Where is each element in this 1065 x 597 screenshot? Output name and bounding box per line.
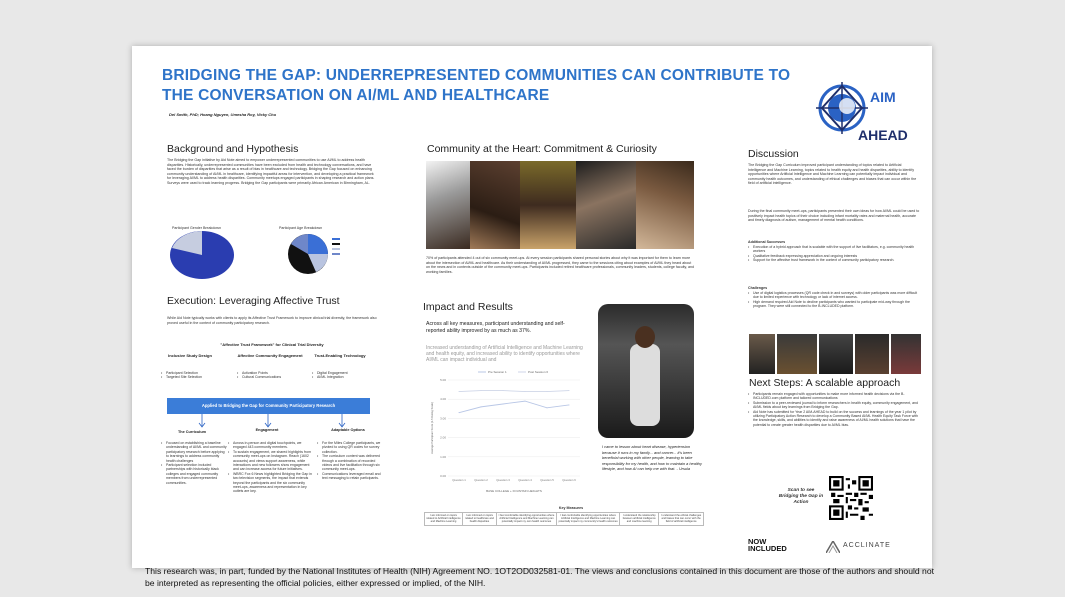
y-tick-label: 1.00 xyxy=(440,454,446,459)
success-item: • Qualitative feedback expressing appreciation and ongoing interests xyxy=(748,254,920,258)
adaptable-title: Adaptable Options xyxy=(331,428,365,432)
framework-title: "Affective Trust Framework" for Clinical Trial Diversity xyxy=(220,342,324,347)
age-pie-chart xyxy=(278,232,344,276)
next-step-item: • Participants remain engaged with opportunities to make more informed health decisions via the B-INCLUDED.com platform and tailored communications xyxy=(748,392,920,401)
framework-col1-item: • Targeted Site Selection xyxy=(161,375,225,379)
gender-chart-label: Participant Gender Breakdown xyxy=(172,226,221,230)
challenges-list xyxy=(748,291,920,309)
curriculum-item: • Participant selection included partnerships with historically black colleges and engaged community members from underrepresented communities. xyxy=(161,463,227,485)
participant-quote: I came to lesson about heart disease, hypertension because it runs in my family... and cancer... it's been beneficial working with other people, learning to take responsibility for my health, and how to maintain a healthy lifestyle, and how AI can help me with that. - Ursula xyxy=(602,444,702,471)
authors: Del Smith, PhD; Hoang Nguyen, Umesha Roy, Vicky Chu xyxy=(169,112,277,117)
engagement-title: Engagement xyxy=(255,428,279,432)
event-photo xyxy=(777,334,817,374)
adaptable-item: • Communications leveraged email and text messaging to retain participants. xyxy=(317,472,383,481)
next-step-item: • Submission to a peer-reviewed journal to inform researchers in health equity, community engagement, and AI/ML fields about key learnings from Bridging the Gap. xyxy=(748,401,920,410)
event-photo xyxy=(891,334,921,374)
successes-title: Additional Successes xyxy=(748,240,786,244)
community-heading: Community at the Heart: Commitment & Curiosity xyxy=(427,143,657,155)
discussion-heading: Discussion xyxy=(748,148,799,160)
gender-pie-chart xyxy=(168,230,236,280)
next-step-item: • Aid Note has submitted for Year 2 AIM-AHEAD to build on the success and learnings of the year 1 pilot by utilizing Participatory Action Research to develop a Community Based AI/ML Health Equity Task Force with the knowledge, skills, and abilities to identify and raise awareness of AI/ML health solutions that have the potential to create greater health disparities due to AI/ML bias. xyxy=(748,410,920,428)
adaptable-list xyxy=(317,441,383,481)
framework-col2-item: • Cultural Communications xyxy=(237,375,307,379)
legend-label: Pre Session 1 xyxy=(488,370,507,374)
qr-code[interactable] xyxy=(829,476,873,520)
data-point xyxy=(481,406,482,407)
logo-ahead-text: AHEAD xyxy=(858,127,908,143)
event-photo xyxy=(855,334,889,374)
curriculum-list xyxy=(161,441,227,485)
framework-col3-item: • Digital Engagement xyxy=(312,371,376,375)
discussion-p2: During the final community meet-ups, participants presented their own ideas for how AI/ML could be used to positively impact health topics of their choice including infant mortality rates and maternal health, accurate and timely diagnosis of autism, management of mental health conditions. xyxy=(748,209,920,223)
impact-heading: Impact and Results xyxy=(423,301,513,313)
adaptable-item: • The curriculum content was delivered through a combination of recorded videos and live facilitation through six community meet-ups. xyxy=(317,454,383,472)
x-tick-label: Question 2 xyxy=(474,478,488,482)
y-tick-label: 2.00 xyxy=(440,435,446,440)
y-tick-label: 4.00 xyxy=(440,397,446,402)
acclinate-logo-text: ACCLINATE xyxy=(843,542,891,549)
aim-ahead-logo xyxy=(812,66,922,146)
series-line xyxy=(459,401,569,413)
challenges-title: Challenges xyxy=(748,286,768,290)
data-point xyxy=(481,390,482,391)
curriculum-item: • Focused on establishing a baseline understanding of AI/ML and community participatory research before applying to learnings to address community health challenges xyxy=(161,441,227,463)
challenge-item: • High demand required Aid Note to decline participants who wanted to participate mid-way through the program. They were still connected to the B-INCLUDED platform. xyxy=(748,300,920,309)
framework-col2-item: • Activation Points xyxy=(237,371,307,375)
now-text: NOW xyxy=(748,537,767,546)
age-chart-label: Participant Age Breakdown xyxy=(279,226,323,230)
data-point xyxy=(503,404,504,405)
key-measures-table xyxy=(424,512,704,526)
data-point xyxy=(569,390,570,391)
event-photo xyxy=(819,334,853,374)
key-measure-cell: I am informed on topics related to Artificial Intelligence and Machine Learning xyxy=(426,514,461,524)
background-body: The Bridging the Gap initiative by Aid Note aimed to empower underrepresented communities to use AI/ML to address health disparities. Historically, underrepresented communities have been excluded from health and technology conversations, and have faced the burden of disparities that arise as a result of bias in healthcare and technology. Bridging the Gap focused on enhancing community understanding of AI/ML in healthcare, identifying impactful areas for intervention, and developing a practical framework for leveraging AI/ML to address health disparities. Community meetups engaged participants in shaping research and action plans. Surveys were used to track learning progress. Bridging the Gap participants were primarily African American in Birmingham, AL. xyxy=(167,158,375,185)
key-measure-cell: I understand the ethical challenges and biases that can occur with the field of artificial intelligence xyxy=(659,513,704,526)
next-steps-list xyxy=(748,392,920,427)
now-included-logo xyxy=(748,538,787,552)
results-line-chart xyxy=(426,368,586,496)
data-point xyxy=(547,391,548,392)
curriculum-title: The Curriculum xyxy=(177,430,207,434)
community-photo xyxy=(636,161,694,249)
challenge-item: • Use of digital logistics processes (QR code check in and surveys) with older participants was more difficult due to limited experience with technology or lack of internet access. xyxy=(748,291,920,300)
y-tick-label: 0.00 xyxy=(440,474,446,478)
data-point xyxy=(525,401,526,402)
success-item: • Support for the affective trust framework in the context of community participatory research. xyxy=(748,258,920,262)
community-photo xyxy=(426,161,470,249)
included-text: INCLUDED xyxy=(748,544,787,553)
framework-col1-item: • Participant Selection xyxy=(161,371,225,375)
community-photo xyxy=(470,161,520,249)
event-photo-strip xyxy=(749,334,921,374)
execution-body: While Aid Note typically works with clients to apply its Affective Trust Framework to improve clinical trial diversity, the framework also proved useful in the context of community participatory research. xyxy=(167,316,377,325)
data-point xyxy=(525,391,526,392)
framework-col3-title: Trust-Enabling Technology xyxy=(314,353,366,358)
participant-photo xyxy=(598,304,694,438)
y-tick-label: 3.00 xyxy=(440,416,446,421)
community-body: 70% of participants attended 4 out of six community meet-ups. At every session participants shared personal stories about why it was important for them to learn more about the intersection of AI/ML and healthcare. As their understanding of AI/ML progressed, they came to the sessions citing about examples of AI/ML they heard about on the news and in contexts outside of the community meet-ups. Participants included retired healthcare professionals, community leaders, students, college faculty, and working families. xyxy=(426,256,695,274)
data-point xyxy=(459,391,460,392)
y-axis-label: Average Participant Score (1-5 Rating Scale) xyxy=(431,402,434,454)
discussion-p1: The Bridging the Gap Curriculum improved participant understanding of topics related to Artificial Intelligence and Machine Learning, topics related to health equity and health disparities, ability to identify opportunities where Artificial Intelligence and Machine Learning can potentially impact individual and community health outcomes, and understanding of ethical challenges and biases that can occur within the field of artificial intelligence. xyxy=(748,163,917,186)
key-measures-title: Key Measures xyxy=(558,506,584,510)
background-heading: Background and Hypothesis xyxy=(167,143,299,155)
framework-col3-list xyxy=(312,371,376,380)
x-tick-label: Question 1 xyxy=(452,478,466,482)
funding-footer: This research was, in part, funded by the National Institutes of Health (NIH) Agreement NO. 1OT2OD032581-01. The views and conclusions contained in this document are those of the authors and should not be interpreted as representing the official policies, either expressed or implied, of the NIH. xyxy=(145,566,934,588)
engagement-list xyxy=(228,441,312,494)
chart-title: Increased understanding of Artificial Intelligence and Machine Learning and health equity, and increased ability to identify opportunities where AI/ML can impact individual and xyxy=(426,345,583,364)
y-tick-label: 5.00 xyxy=(440,378,446,382)
legend-label: Post Session 6 xyxy=(528,370,549,374)
data-point xyxy=(459,412,460,413)
x-tick-label: Question 4 xyxy=(518,478,532,482)
framework-col3-item: • AI/ML Integration xyxy=(312,375,376,379)
community-photo xyxy=(576,161,636,249)
data-point xyxy=(503,390,504,391)
series-line xyxy=(459,391,569,392)
x-tick-label: Question 5 xyxy=(540,478,554,482)
key-measure-cell: I feel comfortable identifying opportunities where Artificial Intelligence and Machine Learning can potentially impact my community's health outcomes xyxy=(558,514,618,524)
framework-col2-title: Affective Community Engagement xyxy=(237,353,303,358)
key-measure-cell: I feel comfortable identifying opportunities where Artificial Intelligence and Machine Learning can potentially impact my own health outcomes xyxy=(496,513,556,526)
community-photo-collage xyxy=(426,161,694,249)
engagement-item: • Across in-person and digital touchpoints, we engaged 443 community members. xyxy=(228,441,312,450)
data-point xyxy=(569,404,570,405)
adaptable-item: • For the Miles College participants, we pivoted to using QR codes for survey collection. xyxy=(317,441,383,454)
logo-aim-text: AIM xyxy=(870,89,896,105)
engagement-item: • WBRC Fox 6 News highlighted Bridging the Gap in two television segments, the impact that extends beyond the participants and the six community meet-ups, awareness and representation in key outlets are key. xyxy=(228,472,312,494)
poster-title: BRIDGING THE GAP: UNDERREPRESENTED COMMUNITIES CAN CONTRIBUTE TO THE CONVERSATION ON AI/ML AND HEALTHCARE xyxy=(162,67,791,104)
acclinate-mark-icon xyxy=(826,540,840,552)
key-measure-cell: I understand the relationship between artificial intelligence and machine learning xyxy=(620,513,659,526)
x-axis-label: BASE COLLEGE + FOUNTAIN HEIGHTS xyxy=(486,489,542,493)
next-steps-heading: Next Steps: A scalable approach xyxy=(749,377,901,389)
x-tick-label: Question 3 xyxy=(496,478,510,482)
applied-banner: Applied to Bridging the Gap for Community Participatory Research xyxy=(167,398,370,414)
poster xyxy=(132,46,932,568)
event-photo xyxy=(749,334,775,374)
data-point xyxy=(547,407,548,408)
x-tick-label: Question 6 xyxy=(562,478,576,482)
community-photo xyxy=(520,161,576,249)
framework-col1-list xyxy=(161,371,225,380)
impact-lead: Across all key measures, participant understanding and self-reported ability improved by as much as 37%. xyxy=(426,321,565,334)
framework-col1-title: Inclusive Study Design xyxy=(168,353,212,358)
engagement-item: • To sustain engagement, we shared highlights from community meet-ups on Instagram. Reach (1602 accounts) and views support awareness, while interactions and new followers show engagement and can increase access for future initiatives. xyxy=(228,450,312,472)
success-item: • Execution of a hybrid approach that is scalable with the support of live facilitators, e.g. community health workers xyxy=(748,245,920,254)
execution-heading: Execution: Leveraging Affective Trust xyxy=(167,295,340,307)
key-measure-cell: I am informed on topics related to healthcare and health disparities xyxy=(463,513,497,526)
qr-label: Scan to see Bridging the Gap in Action xyxy=(778,488,824,506)
framework-col2-list xyxy=(237,371,307,380)
banner-arrows xyxy=(182,414,362,428)
successes-list xyxy=(748,245,920,263)
